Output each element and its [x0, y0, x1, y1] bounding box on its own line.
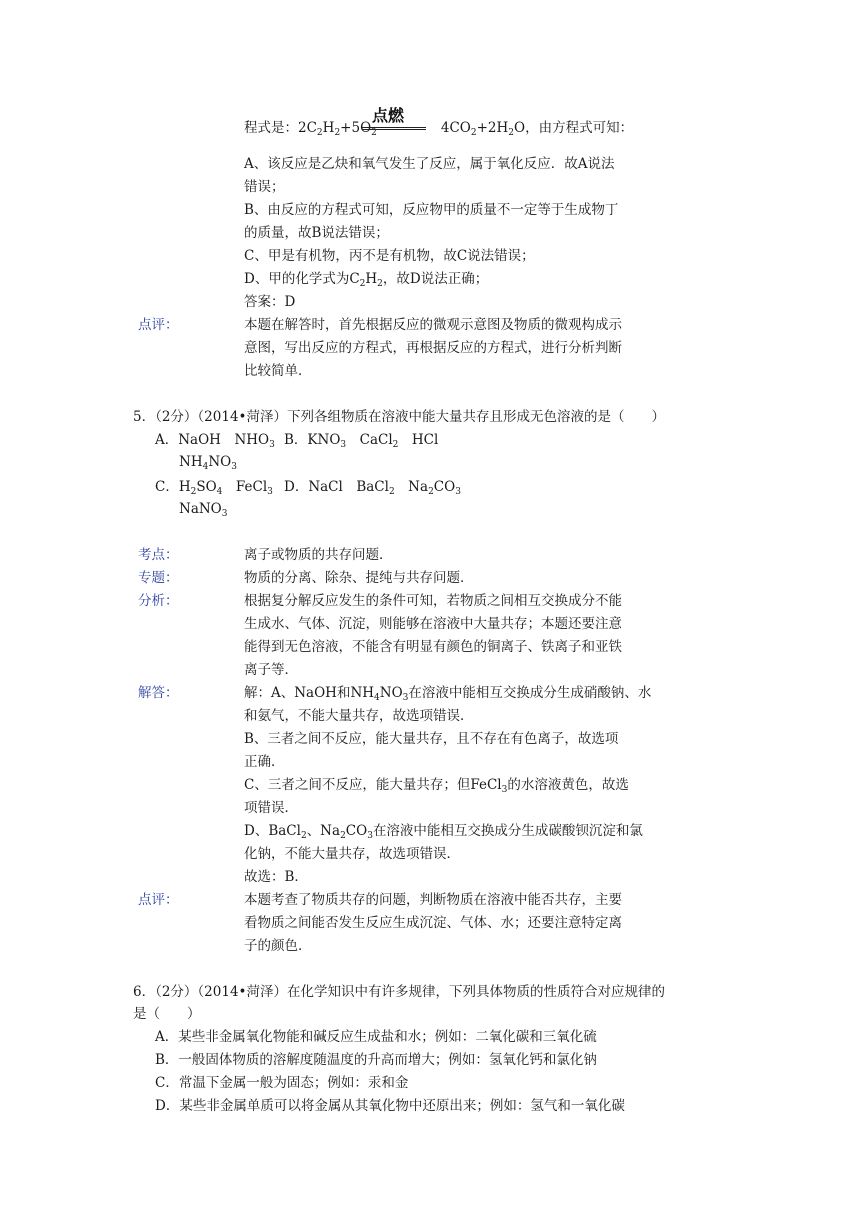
q5-fenxi-line2: 生成水、气体、沉淀，则能够在溶液中大量共存；本题还要注意 [244, 616, 622, 632]
prev-comment-line1: 本题在解答时，首先根据反应的微观示意图及物质的微观构成示 [244, 317, 622, 333]
q6-option-c: C．常温下金属一般为固态；例如：汞和金 [155, 1075, 409, 1091]
q6-option-d: D．某些非金属单质可以将金属从其氧化物中还原出来；例如：氢气和一氧化碳 [155, 1098, 625, 1114]
prev-option-c: C、甲是有机物，丙不是有机物，故C说法错误； [244, 248, 535, 264]
q5-dianping-line2: 看物质之间能否发生反应生成沉淀、气体、水；还要注意特定离 [244, 915, 622, 931]
q5-jieda-line2: 和氨气，不能大量共存，故选项错误． [244, 708, 474, 724]
q5-zhuanti-label: 专题： [138, 570, 179, 586]
equation-line: 程式是：$2C_2H_2+5O_2$ $4CO_2+2H_2O$，由方程式可知： [244, 120, 634, 138]
q6-title-line2: 是（ ） [133, 1006, 201, 1022]
prev-option-b-line1: B、由反应的方程式可知，反应物甲的质量不一定等于生成物丁 [244, 202, 619, 218]
q5-jieda-line9: 故选：B． [244, 869, 308, 885]
q5-dianping-line1: 本题考查了物质共存的问题，判断物质在溶液中能否共存，主要 [244, 892, 622, 908]
q5-option-c: C．$H_2SO_4$ FeCl$_3$ [155, 479, 273, 497]
q5-jieda-line1: 解：A、NaOH和$NH_4NO_3$在溶液中能相互交换成分生成硝酸钠、水 [244, 685, 652, 703]
prev-option-a-line1: A、该反应是乙炔和氧气发生了反应，属于氧化反应．故A说法 [244, 156, 615, 172]
q5-option-c-cont: NaNO$_3$ [179, 501, 228, 519]
q5-fenxi-line1: 根据复分解反应发生的条件可知，若物质之间相互交换成分不能 [244, 593, 622, 609]
q5-dianping-line3: 子的颜色． [244, 938, 312, 954]
q5-jieda-line8: 化钠，不能大量共存，故选项错误． [244, 846, 460, 862]
q5-jieda-line3: B、三者之间不反应，能大量共存，且不存在有色离子，故选项 [244, 731, 619, 747]
prev-option-b-line2: 的质量，故B说法错误； [244, 225, 389, 241]
q5-kaodian: 离子或物质的共存问题． [244, 547, 393, 563]
q5-kaodian-label: 考点： [138, 547, 179, 563]
q5-zhuanti: 物质的分离、除杂、提纯与共存问题． [244, 570, 474, 586]
q5-jieda-line6: 项错误． [244, 800, 298, 816]
prev-comment-line3: 比较简单． [244, 363, 312, 379]
q5-option-b: B．$KNO_3$ CaCl$_2$ HCl [284, 432, 439, 450]
prev-comment-label: 点评： [138, 317, 179, 333]
reaction-arrow [362, 127, 426, 130]
q5-dianping-label: 点评： [138, 892, 179, 908]
q5-jieda-line5: C、三者之间不反应，能大量共存；但FeCl$_3$的水溶液黄色，故选 [244, 777, 629, 795]
prev-comment-line2: 意图，写出反应的方程式，再根据反应的方程式，进行分析判断 [244, 340, 622, 356]
q6-option-a: A．某些非金属氧化物能和碱反应生成盐和水；例如：二氧化碳和三氧化硫 [155, 1029, 597, 1045]
q5-jieda-line7: D、BaCl$_2$、$Na_2CO_3$在溶液中能相互交换成分生成碳酸钡沉淀和氯 [244, 823, 643, 841]
prev-option-a-line2: 错误； [244, 179, 285, 195]
q5-jieda-label: 解答： [138, 685, 179, 701]
q5-title: 5．（2分）（2014•菏泽）下列各组物质在溶液中能大量共存且形成无色溶液的是（ ） [133, 409, 665, 425]
q5-option-a: A．NaOH $NHO_3$ [155, 432, 275, 450]
q5-fenxi-line4: 离子等． [244, 662, 298, 678]
prev-answer: 答案：D [244, 294, 296, 310]
q6-title-line1: 6．（2分）（2014•菏泽）在化学知识中有许多规律，下列具体物质的性质符合对应规律的 [133, 984, 665, 1000]
q6-option-b: B．一般固体物质的溶解度随温度的升高而增大；例如：氢氧化钙和氯化钠 [155, 1052, 597, 1068]
q5-fenxi-label: 分析： [138, 593, 179, 609]
reaction-condition: 点燃 [372, 106, 405, 125]
q5-jieda-line4: 正确． [244, 754, 285, 770]
prev-option-d: D、甲的化学式为$C_2H_2$，故D说法正确； [244, 271, 489, 289]
q5-fenxi-line3: 能得到无色溶液，不能含有明显有颜色的铜离子、铁离子和亚铁 [244, 639, 622, 655]
q5-option-d: D．NaCl BaCl$_2$ $Na_2CO_3$ [284, 479, 461, 497]
q5-option-a-cont: $NH_4NO_3$ [179, 454, 237, 472]
